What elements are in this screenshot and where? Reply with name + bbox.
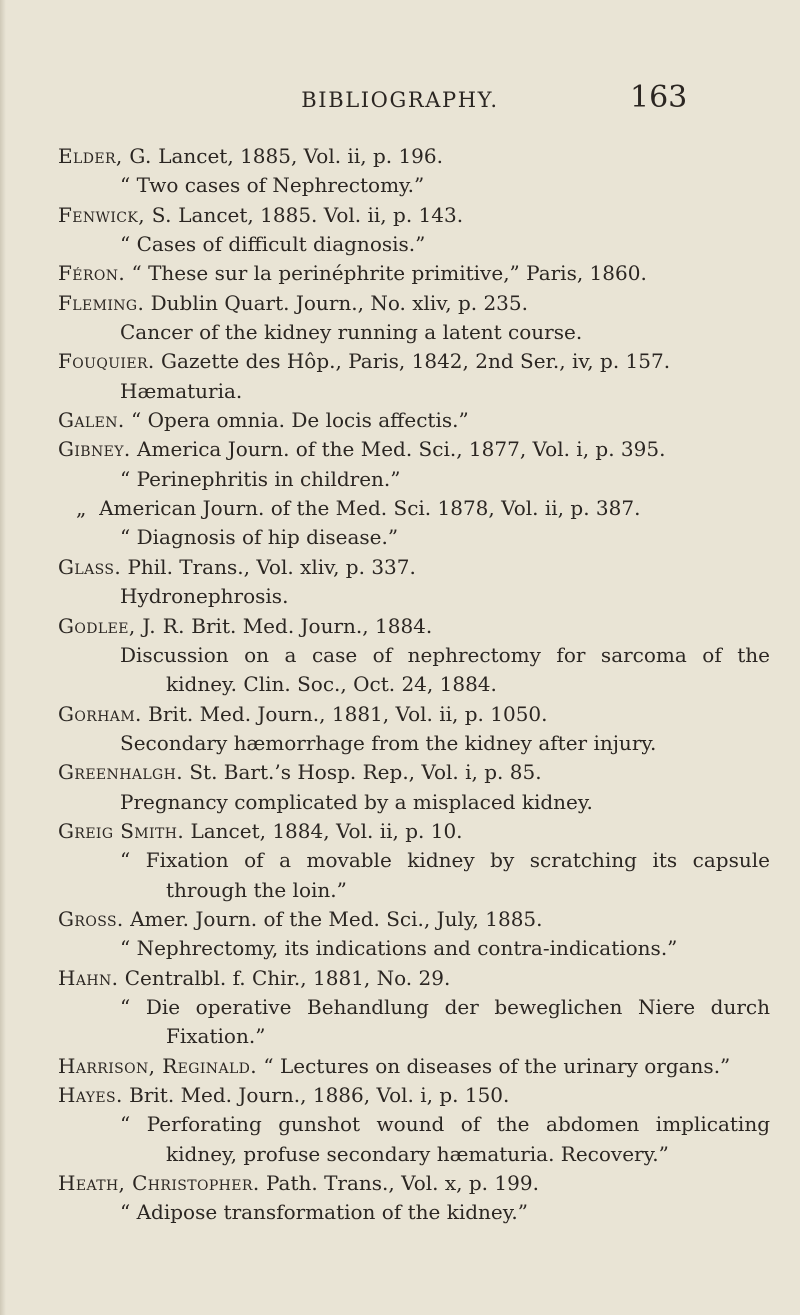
bibliography-list bbox=[58, 142, 770, 1228]
entry-detail: Secondary hæmorrhage from the kidney after injury. bbox=[120, 730, 657, 755]
entry-citation: “ These sur la perinéphrite primitive,” Paris, 1860. bbox=[131, 261, 647, 286]
entry-author: Hayes. bbox=[58, 1083, 123, 1107]
entry-detail: Fixation.” bbox=[166, 1024, 266, 1049]
entry-detail: Discussion on a case of nephrectomy for sarcoma of the bbox=[120, 642, 770, 667]
entry-detail: kidney, profuse secondary hæmaturia. Recovery.” bbox=[166, 1141, 669, 1166]
entry-detail: “ Diagnosis of hip disease.” bbox=[120, 525, 399, 550]
entry-author: Glass. bbox=[58, 554, 122, 579]
bibliography-entry bbox=[58, 406, 770, 435]
entry-detail: “ Cases of difficult diagnosis.” bbox=[120, 232, 426, 257]
bibliography-entry bbox=[58, 758, 770, 817]
bibliography-entry bbox=[58, 494, 770, 553]
bibliography-entry bbox=[58, 612, 770, 700]
entry-author: Gorham. bbox=[58, 701, 142, 726]
bibliography-entry bbox=[58, 259, 770, 288]
bibliography-entry bbox=[58, 817, 770, 905]
entry-citation: Brit. Med. Journ., 1881, Vol. ii, p. 1050. bbox=[148, 701, 548, 726]
entry-detail: “ Adipose transformation of the kidney.” bbox=[120, 1200, 528, 1225]
entry-author: Heath, Christopher. bbox=[58, 1171, 260, 1196]
entry-author: Gibney. bbox=[58, 437, 131, 462]
bibliography-entry bbox=[58, 1081, 770, 1169]
bibliography-entry bbox=[58, 700, 770, 759]
entry-author: Galen. bbox=[58, 408, 125, 433]
entry-author: Hahn. bbox=[58, 965, 119, 990]
entry-detail: “ Die operative Behandlung der beweglichen Niere durch bbox=[120, 994, 770, 1019]
entry-detail: “ Perinephritis in children.” bbox=[120, 466, 401, 491]
entry-detail: “ Fixation of a movable kidney by scratching its capsule bbox=[120, 848, 770, 873]
entry-author: Godlee, J. R. bbox=[58, 613, 185, 638]
entry-author: Greenhalgh. bbox=[58, 760, 183, 785]
entry-author: Fenwick, S. bbox=[58, 202, 172, 227]
entry-citation: Centralbl. f. Chir., 1881, No. 29. bbox=[124, 965, 451, 990]
page-number: 163 bbox=[630, 80, 688, 115]
entry-citation: Amer. Journ. of the Med. Sci., July, 1885. bbox=[130, 906, 543, 931]
bibliography-entry bbox=[58, 964, 770, 1052]
entry-detail: Cancer of the kidney running a latent course. bbox=[120, 320, 583, 345]
bibliography-entry bbox=[58, 142, 770, 201]
page-gutter-shadow bbox=[0, 0, 6, 1315]
entry-detail: “ Two cases of Nephrectomy.” bbox=[120, 173, 425, 198]
entry-author: Fleming. bbox=[58, 290, 145, 315]
entry-citation: America Journ. of the Med. Sci., 1877, Vol. i, p. 395. bbox=[137, 437, 666, 462]
entry-citation: St. Bart.’s Hosp. Rep., Vol. i, p. 85. bbox=[189, 760, 542, 785]
entry-detail: “ Perforating gunshot wound of the abdomen implicating bbox=[120, 1112, 770, 1137]
entry-author: Harrison, Reginald. bbox=[58, 1053, 258, 1078]
entry-author: Greig Smith. bbox=[58, 818, 185, 843]
entry-citation: Gazette des Hôp., Paris, 1842, 2nd Ser., iv, p. 157. bbox=[161, 349, 671, 374]
entry-citation: “ Lectures on diseases of the urinary organs.” bbox=[263, 1053, 731, 1078]
entry-detail: Hæmaturia. bbox=[120, 378, 243, 403]
entry-detail: kidney. Clin. Soc., Oct. 24, 1884. bbox=[166, 672, 497, 697]
entry-author: Gross. bbox=[58, 906, 124, 931]
entry-author: Féron. bbox=[58, 261, 126, 286]
bibliography-entry bbox=[58, 1169, 770, 1228]
entry-citation: Phil. Trans., Vol. xliv, p. 337. bbox=[127, 554, 416, 579]
entry-citation: Lancet, 1885, Vol. ii, p. 196. bbox=[158, 144, 443, 168]
bibliography-entry bbox=[58, 905, 770, 964]
entry-author: Elder, G. bbox=[58, 144, 152, 168]
entry-detail: Hydronephrosis. bbox=[120, 584, 289, 609]
bibliography-entry bbox=[58, 289, 770, 348]
entry-detail: “ Nephrectomy, its indications and contra-indications.” bbox=[120, 936, 678, 961]
ditto-mark: „ bbox=[76, 496, 87, 521]
entry-citation: Brit. Med. Journ., 1886, Vol. i, p. 150. bbox=[129, 1083, 510, 1107]
running-title: BIBLIOGRAPHY. bbox=[301, 88, 499, 112]
entry-detail: through the loin.” bbox=[166, 877, 347, 902]
bibliography-entry bbox=[58, 1052, 770, 1081]
bibliography-entry bbox=[58, 347, 770, 406]
entry-citation: Brit. Med. Journ., 1884. bbox=[191, 613, 433, 638]
bibliography-entry bbox=[58, 201, 770, 260]
entry-citation: “ Opera omnia. De locis affectis.” bbox=[130, 408, 469, 433]
entry-detail: Pregnancy complicated by a misplaced kidney. bbox=[120, 789, 593, 814]
bibliography-entry bbox=[58, 553, 770, 612]
entry-author: Fouquier. bbox=[58, 349, 155, 374]
entry-citation: Lancet, 1885. Vol. ii, p. 143. bbox=[178, 202, 464, 227]
bibliography-entry bbox=[58, 435, 770, 494]
entry-citation: Dublin Quart. Journ., No. xliv, p. 235. bbox=[150, 290, 528, 315]
entry-citation: American Journ. of the Med. Sci. 1878, Vol. ii, p. 387. bbox=[99, 496, 641, 521]
entry-citation: Path. Trans., Vol. x, p. 199. bbox=[265, 1171, 539, 1196]
entry-citation: Lancet, 1884, Vol. ii, p. 10. bbox=[190, 818, 463, 843]
